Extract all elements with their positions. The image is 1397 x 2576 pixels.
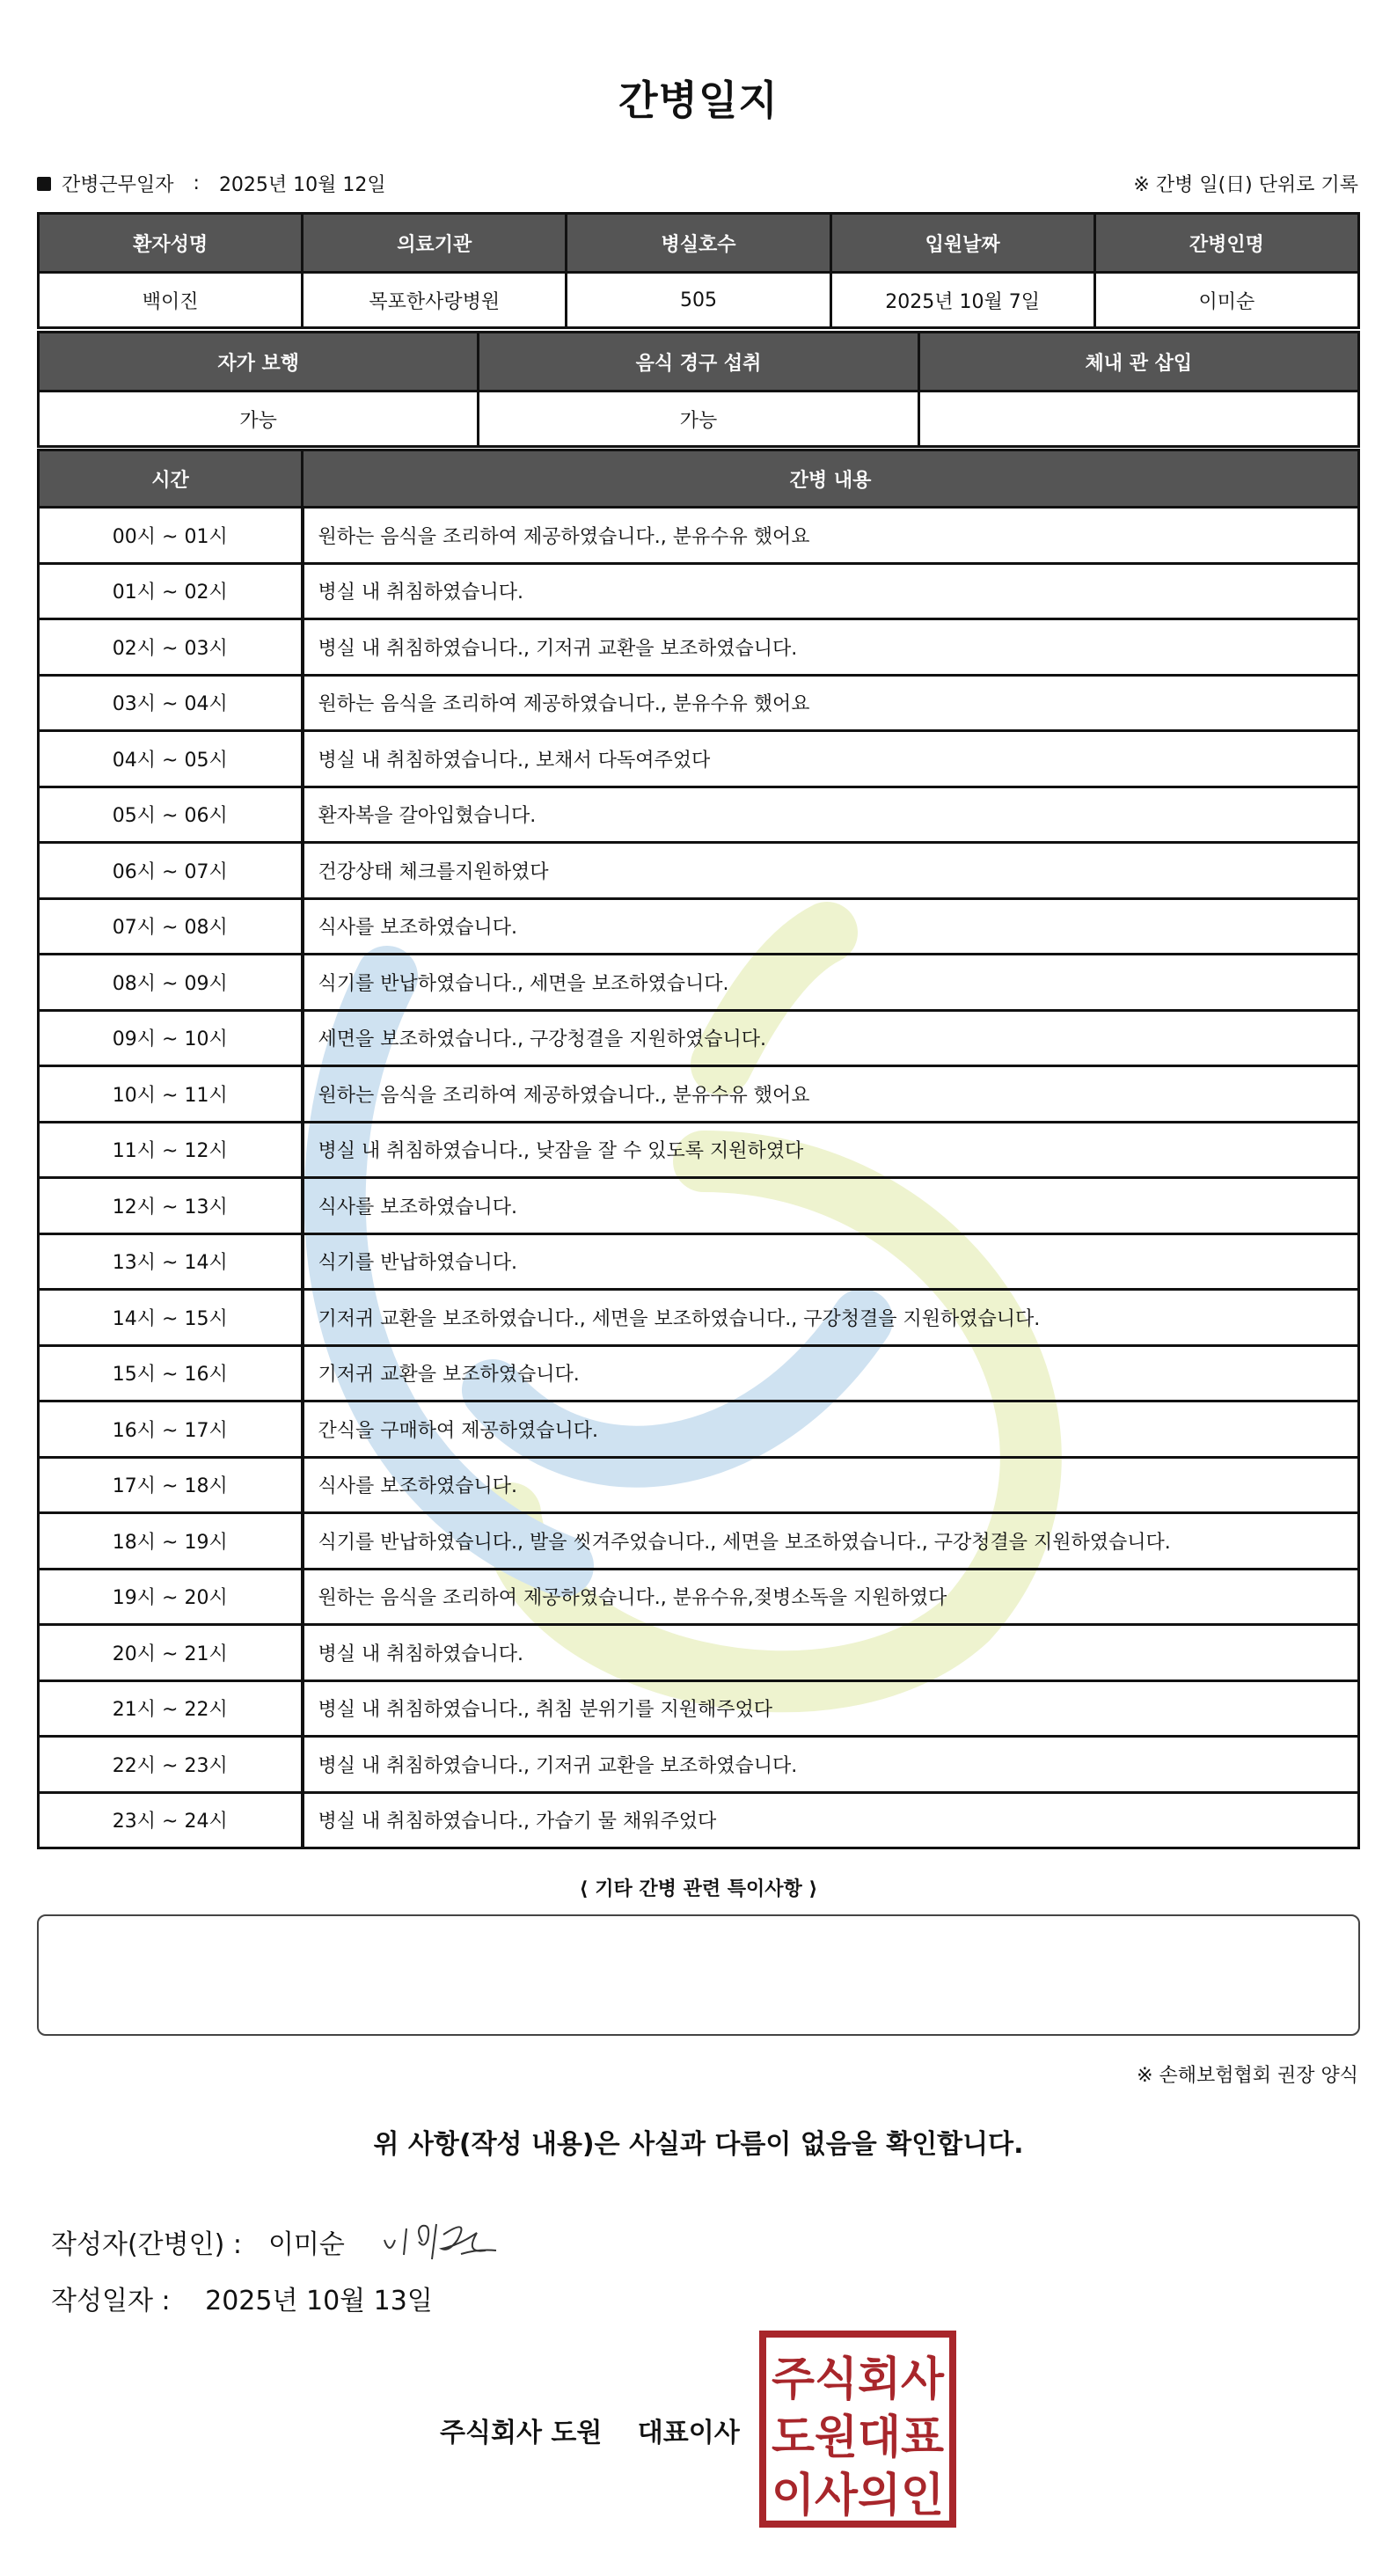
time-cell: 23시 ~ 24시 [39, 1792, 303, 1848]
patient-info-table [37, 212, 1360, 329]
care-content-cell: 식기를 반납하였습니다., 세면을 보조하였습니다. [303, 955, 1359, 1011]
tube-insertion-value [918, 392, 1358, 447]
care-content-cell: 병실 내 취침하였습니다., 낮잠을 잘 수 있도록 지원하였다 [303, 1122, 1359, 1178]
handwritten-signature-icon [380, 2215, 512, 2268]
care-log-body [39, 508, 1359, 1848]
duty-date: 2025년 10월 12일 [218, 174, 386, 196]
patient-status-value-row [39, 392, 1359, 447]
table-row [39, 1680, 1359, 1737]
patient-info-header-row [39, 214, 1359, 273]
table-row [39, 955, 1359, 1011]
header-caregiver-name: 간병인명 [1094, 214, 1358, 273]
table-row [39, 1737, 1359, 1793]
time-cell: 06시 ~ 07시 [39, 843, 303, 899]
svg-text:주식회사: 주식회사 [772, 2353, 945, 2406]
table-row [39, 843, 1359, 899]
room-number: 505 [567, 273, 830, 328]
time-cell: 00시 ~ 01시 [39, 508, 303, 564]
header-tube-insertion: 체내 관 삽입 [918, 333, 1358, 392]
written-date-label: 작성일자 : [51, 2286, 171, 2316]
table-row [39, 1513, 1359, 1570]
patient-name: 백이진 [39, 273, 303, 328]
table-row [39, 1178, 1359, 1234]
header-admission-date: 입원날짜 [830, 214, 1094, 273]
table-row [39, 1569, 1359, 1625]
patient-status-table [37, 331, 1360, 448]
care-content-cell: 세면을 보조하였습니다., 구강청결을 지원하였습니다. [303, 1010, 1359, 1066]
svg-text:이사의인: 이사의인 [772, 2470, 944, 2522]
care-content-cell: 병실 내 취침하였습니다., 취침 분위기를 지원해주었다 [303, 1680, 1359, 1737]
writer-line [51, 2215, 512, 2268]
company-seal-icon [758, 2330, 957, 2528]
self-walking-value: 가능 [39, 392, 479, 447]
care-content-cell: 병실 내 취침하였습니다., 기저귀 교환을 보조하였습니다. [303, 1737, 1359, 1793]
time-cell: 08시 ~ 09시 [39, 955, 303, 1011]
time-cell: 20시 ~ 21시 [39, 1625, 303, 1681]
hospital-name: 목포한사랑병원 [303, 273, 567, 328]
table-row [39, 787, 1359, 843]
time-cell: 01시 ~ 02시 [39, 563, 303, 619]
care-log-header-row [39, 450, 1359, 508]
care-content-cell: 식기를 반납하였습니다. [303, 1233, 1359, 1290]
patient-info-value-row [39, 273, 1359, 328]
time-cell: 22시 ~ 23시 [39, 1737, 303, 1793]
writer-label: 작성자(간병인) : [51, 2229, 242, 2260]
written-date-value: 2025년 10월 13일 [205, 2286, 433, 2316]
header-care-content: 간병 내용 [303, 450, 1359, 508]
time-cell: 02시 ~ 03시 [39, 619, 303, 676]
time-cell: 16시 ~ 17시 [39, 1401, 303, 1458]
time-cell: 07시 ~ 08시 [39, 898, 303, 955]
header-room: 병실호수 [567, 214, 830, 273]
care-content-cell: 병실 내 취침하였습니다., 보채서 다독여주었다 [303, 731, 1359, 787]
svg-text:도원대표: 도원대표 [772, 2411, 944, 2464]
table-row [39, 563, 1359, 619]
table-row [39, 1345, 1359, 1401]
time-cell: 12시 ~ 13시 [39, 1178, 303, 1234]
table-row [39, 731, 1359, 787]
unit-note: ※ 간병 일(日) 단위로 기록 [1133, 174, 1358, 196]
duty-date-line [37, 170, 386, 197]
care-content-cell: 식사를 보조하였습니다. [303, 898, 1359, 955]
patient-status-header-row [39, 333, 1359, 392]
table-row [39, 1625, 1359, 1681]
header-patient-name: 환자성명 [39, 214, 303, 273]
care-content-cell: 원하는 음식을 조리하여 제공하였습니다., 분유수유 했어요 [303, 508, 1359, 564]
table-row [39, 898, 1359, 955]
care-content-cell: 원하는 음식을 조리하여 제공하였습니다., 분유수유 했어요 [303, 1066, 1359, 1123]
care-log-table [37, 449, 1360, 1849]
care-content-cell: 환자복을 갈아입혔습니다. [303, 787, 1359, 843]
time-cell: 11시 ~ 12시 [39, 1122, 303, 1178]
care-content-cell: 병실 내 취침하였습니다. [303, 563, 1359, 619]
time-cell: 17시 ~ 18시 [39, 1457, 303, 1513]
header-time: 시간 [39, 450, 303, 508]
table-row [39, 1010, 1359, 1066]
care-content-cell: 병실 내 취침하였습니다., 가습기 물 채워주었다 [303, 1792, 1359, 1848]
care-content-cell: 간식을 구매하여 제공하였습니다. [303, 1401, 1359, 1458]
time-cell: 04시 ~ 05시 [39, 731, 303, 787]
table-row [39, 1233, 1359, 1290]
care-content-cell: 병실 내 취침하였습니다. [303, 1625, 1359, 1681]
time-cell: 09시 ~ 10시 [39, 1010, 303, 1066]
square-bullet-icon [37, 177, 51, 191]
table-row [39, 675, 1359, 731]
special-notes-box[interactable] [37, 1914, 1360, 2036]
form-note: ※ 손해보험협회 권장 양식 [1137, 2065, 1358, 2087]
duty-label: 간병근무일자 [62, 174, 174, 196]
care-content-cell: 원하는 음식을 조리하여 제공하였습니다., 분유수유,젖병소독을 지원하였다 [303, 1569, 1359, 1625]
care-content-cell: 식기를 반납하였습니다., 발을 씻겨주었습니다., 세면을 보조하였습니다., 구강청결을 지원하였습니다. [303, 1513, 1359, 1570]
header-self-walking: 자가 보행 [39, 333, 479, 392]
caregiver-name: 이미순 [1094, 273, 1358, 328]
special-notes-label: ⟨ 기타 간병 관련 특이사항 ⟩ [579, 1878, 818, 1900]
care-content-cell: 원하는 음식을 조리하여 제공하였습니다., 분유수유 했어요 [303, 675, 1359, 731]
time-cell: 18시 ~ 19시 [39, 1513, 303, 1570]
table-row [39, 1401, 1359, 1458]
care-content-cell: 식사를 보조하였습니다. [303, 1178, 1359, 1234]
header-oral-intake: 음식 경구 섭취 [479, 333, 918, 392]
time-cell: 13시 ~ 14시 [39, 1233, 303, 1290]
time-cell: 15시 ~ 16시 [39, 1345, 303, 1401]
table-row [39, 619, 1359, 676]
care-content-cell: 기저귀 교환을 보조하였습니다. [303, 1345, 1359, 1401]
time-cell: 21시 ~ 22시 [39, 1680, 303, 1737]
table-row [39, 1290, 1359, 1346]
table-row [39, 508, 1359, 564]
table-row [39, 1792, 1359, 1848]
duty-colon: : [193, 172, 200, 194]
time-cell: 03시 ~ 04시 [39, 675, 303, 731]
time-cell: 05시 ~ 06시 [39, 787, 303, 843]
writer-name: 이미순 [267, 2229, 345, 2260]
table-row [39, 1066, 1359, 1123]
admission-date: 2025년 10월 7일 [830, 273, 1094, 328]
confirmation-statement: 위 사항(작성 내용)은 사실과 다름이 없음을 확인합니다. [373, 2129, 1024, 2160]
company-line [440, 2411, 740, 2449]
representative-title: 대표이사 [637, 2418, 740, 2448]
table-row [39, 1122, 1359, 1178]
care-content-cell: 건강상태 체크를지원하였다 [303, 843, 1359, 899]
care-content-cell: 식사를 보조하였습니다. [303, 1457, 1359, 1513]
header-hospital: 의료기관 [303, 214, 567, 273]
written-date-line [51, 2279, 433, 2317]
company-name: 주식회사 도원 [440, 2418, 603, 2448]
care-content-cell: 기저귀 교환을 보조하였습니다., 세면을 보조하였습니다., 구강청결을 지원하였습니다. [303, 1290, 1359, 1346]
time-cell: 19시 ~ 20시 [39, 1569, 303, 1625]
page-title: 간병일지 [618, 77, 779, 124]
time-cell: 14시 ~ 15시 [39, 1290, 303, 1346]
oral-intake-value: 가능 [479, 392, 918, 447]
time-cell: 10시 ~ 11시 [39, 1066, 303, 1123]
table-row [39, 1457, 1359, 1513]
care-content-cell: 병실 내 취침하였습니다., 기저귀 교환을 보조하였습니다. [303, 619, 1359, 676]
